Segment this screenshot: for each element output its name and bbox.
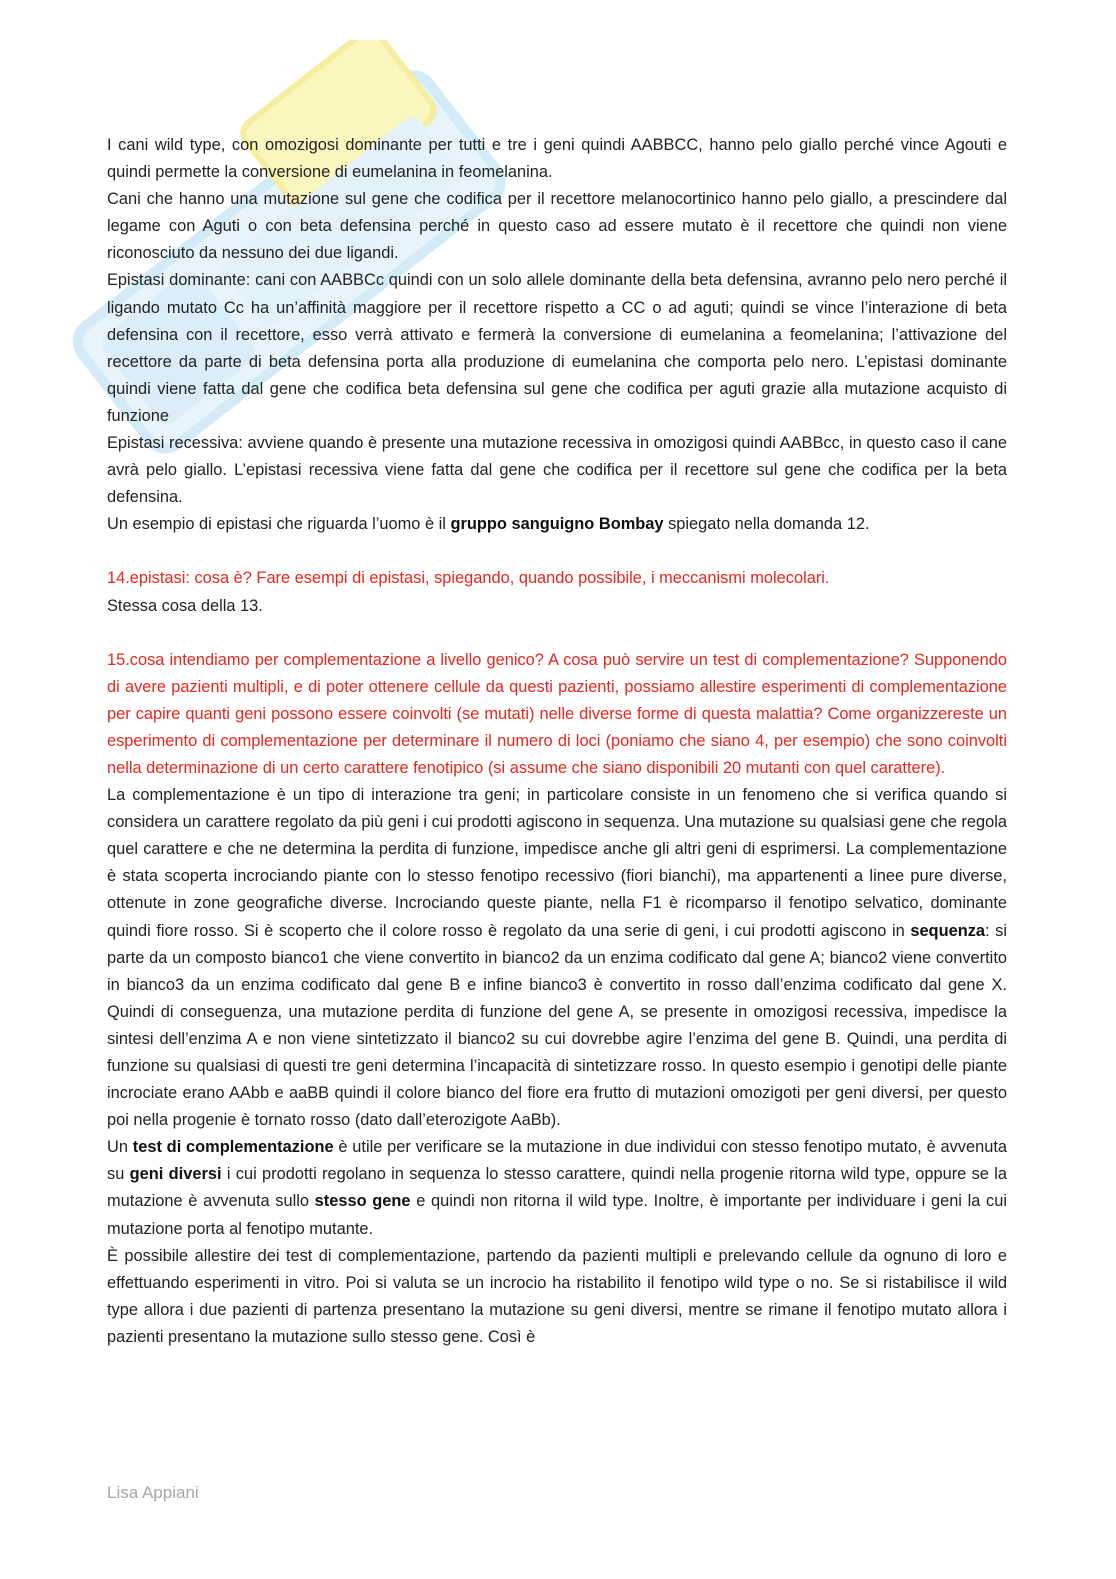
spacer (107, 620, 1007, 647)
question-14: 14.epistasi: cosa è? Fare esempi di epistasi, spiegando, quando possibile, i meccanismi molecolari. (107, 569, 830, 588)
paragraph-bombay: Un esempio di epistasi che riguarda l’uomo è il gruppo sanguigno Bombay spiegato nella domanda 12. (107, 515, 870, 534)
paragraph-wild-type: I cani wild type, con omozigosi dominante per tutti e tre i geni quindi AABBCC, hanno pelo giallo perché vince Agouti e quindi permette la conversione di eumelanina in feomelanina. (107, 136, 1007, 182)
answer-14: Stessa cosa della 13. (107, 596, 263, 615)
bold-term: test di complementazione (132, 1138, 334, 1157)
spacer (107, 538, 1007, 565)
bold-term: sequenza (910, 921, 986, 940)
paragraph-receptor-mutation: Cani che hanno una mutazione sul gene che codifica per il recettore melanocortinico hanno pelo giallo, a prescindere dal legame con Aguti o con beta defensina perché in questo caso ad essere mutato è il recettore che quindi non viene riconosciuto da nessuno dei due ligandi. (107, 190, 1007, 263)
bold-term: stesso gene (314, 1192, 411, 1211)
question-15: 15.cosa intendiamo per complementazione a livello genico? A cosa può servire un test di complementazione? Supponendo di avere pazienti multipli, e di poter ottenere cellule da questi pazienti, possiamo allestire esperimenti di complementazione per capire quanti geni possono essere coinvolti (se mutati) nelle diverse forme di questa malattia? Come organizzereste un esperimento di complementazione per determinare il numero di loci (poniamo che siano 4, per esempio) che sono coinvolti nella determinazione di un certo carattere fenotipico (si assume che siano disponibili 20 mutanti con quel carattere). (107, 650, 1007, 777)
bold-term: gruppo sanguigno Bombay (450, 515, 664, 534)
answer-15-paragraph-2: Un test di complementazione è utile per verificare se la mutazione in due individui con stesso fenotipo mutato, è avvenuta su geni diversi i cui prodotti regolano in sequenza lo stesso carattere, quindi nella progenie ritorna wild type, oppure se la mutazione è avvenuta sullo stesso gene e quindi non ritorna il wild type. Inoltre, è importante per individuare i geni la cui mutazione porta al fenotipo mutante. (107, 1138, 1008, 1238)
paragraph-recessive-epistasis: Epistasi recessiva: avviene quando è presente una mutazione recessiva in omozigosi quindi AABBcc, in questo caso il cane avrà pelo giallo. L’epistasi recessiva viene fatta dal gene che codifica per il recettore sul gene che codifica per la beta defensina. (107, 434, 1007, 507)
document-body (107, 132, 1007, 1351)
answer-15-paragraph-3: È possibile allestire dei test di complementazione, partendo da pazienti multipli e prelevando cellule da ognuno di loro e effettuando esperimenti in vitro. Poi si valuta se un incrocio ha ristabilito il fenotipo wild type o no. Se si ristabilisce il wild type allora i due pazienti di partenza presentano la mutazione su geni diversi, mentre se rimane il fenotipo mutato allora i pazienti presentano la mutazione sullo stesso gene. Così è (107, 1246, 1007, 1346)
paragraph-dominant-epistasis: Epistasi dominante: cani con AABBCc quindi con un solo allele dominante della beta defensina, avranno pelo nero perché il ligando mutato Cc ha un’affinità maggiore per il recettore rispetto a CC o ad aguti; quindi se vince l’interazione di beta defensina con il recettore, esso verrà attivato e fermerà la conversione di eumelanina a feomelanina; l’attivazione del recettore da parte di beta defensina porta alla produzione di eumelanina che comporta pelo nero. L’epistasi dominante quindi viene fatta dal gene che codifica beta defensina sul gene che codifica per aguti grazie alla mutazione acquisto di funzione (107, 271, 1007, 425)
footer-author: Lisa Appiani (107, 1483, 199, 1502)
bold-term: geni diversi (129, 1165, 222, 1184)
answer-15-paragraph-1: La complementazione è un tipo di interazione tra geni; in particolare consiste in un fenomeno che si verifica quando si considera un carattere regolato da più geni i cui prodotti agiscono in sequenza. Una mutazione su qualsiasi gene che regola quel carattere e che ne determina la perdita di funzione, impedisce anche gli altri geni di esprimersi. La complementazione è stata scoperta incrociando piante con lo stesso fenotipo recessivo (fiori bianchi), ma appartenenti a linee pure diverse, ottenute in zone geografiche diverse. Incrociando queste piante, nella F1 è ricomparso il fenotipo selvatico, dominante quindi fiore rosso. Si è scoperto che il colore rosso è regolato da una serie di geni, i cui prodotti agiscono in sequenza: si parte da un composto bianco1 che viene convertito in bianco2 da un enzima codificato dal gene A; bianco2 viene convertito in bianco3 da un enzima codificato dal gene B e infine bianco3 è convertito in rosso dall’enzima codificato dal gene X. Quindi di conseguenza, una mutazione perdita di funzione del gene A, se presente in omozigosi recessiva, impedisce la sintesi dell’enzima A e non viene sintetizzato il bianco2 su cui dovrebbe agire l’enzima del gene B. Quindi, una perdita di funzione su qualsiasi di questi tre geni determina l’incapacità di sintetizzare rosso. In questo esempio i genotipi delle piante incrociate erano AAbb e aaBB quindi il colore bianco del fiore era frutto di mutazioni omozigoti per geni diversi, per questo poi nella progenie è tornato rosso (dato dall’eterozigote AaBb). (107, 786, 1007, 1130)
